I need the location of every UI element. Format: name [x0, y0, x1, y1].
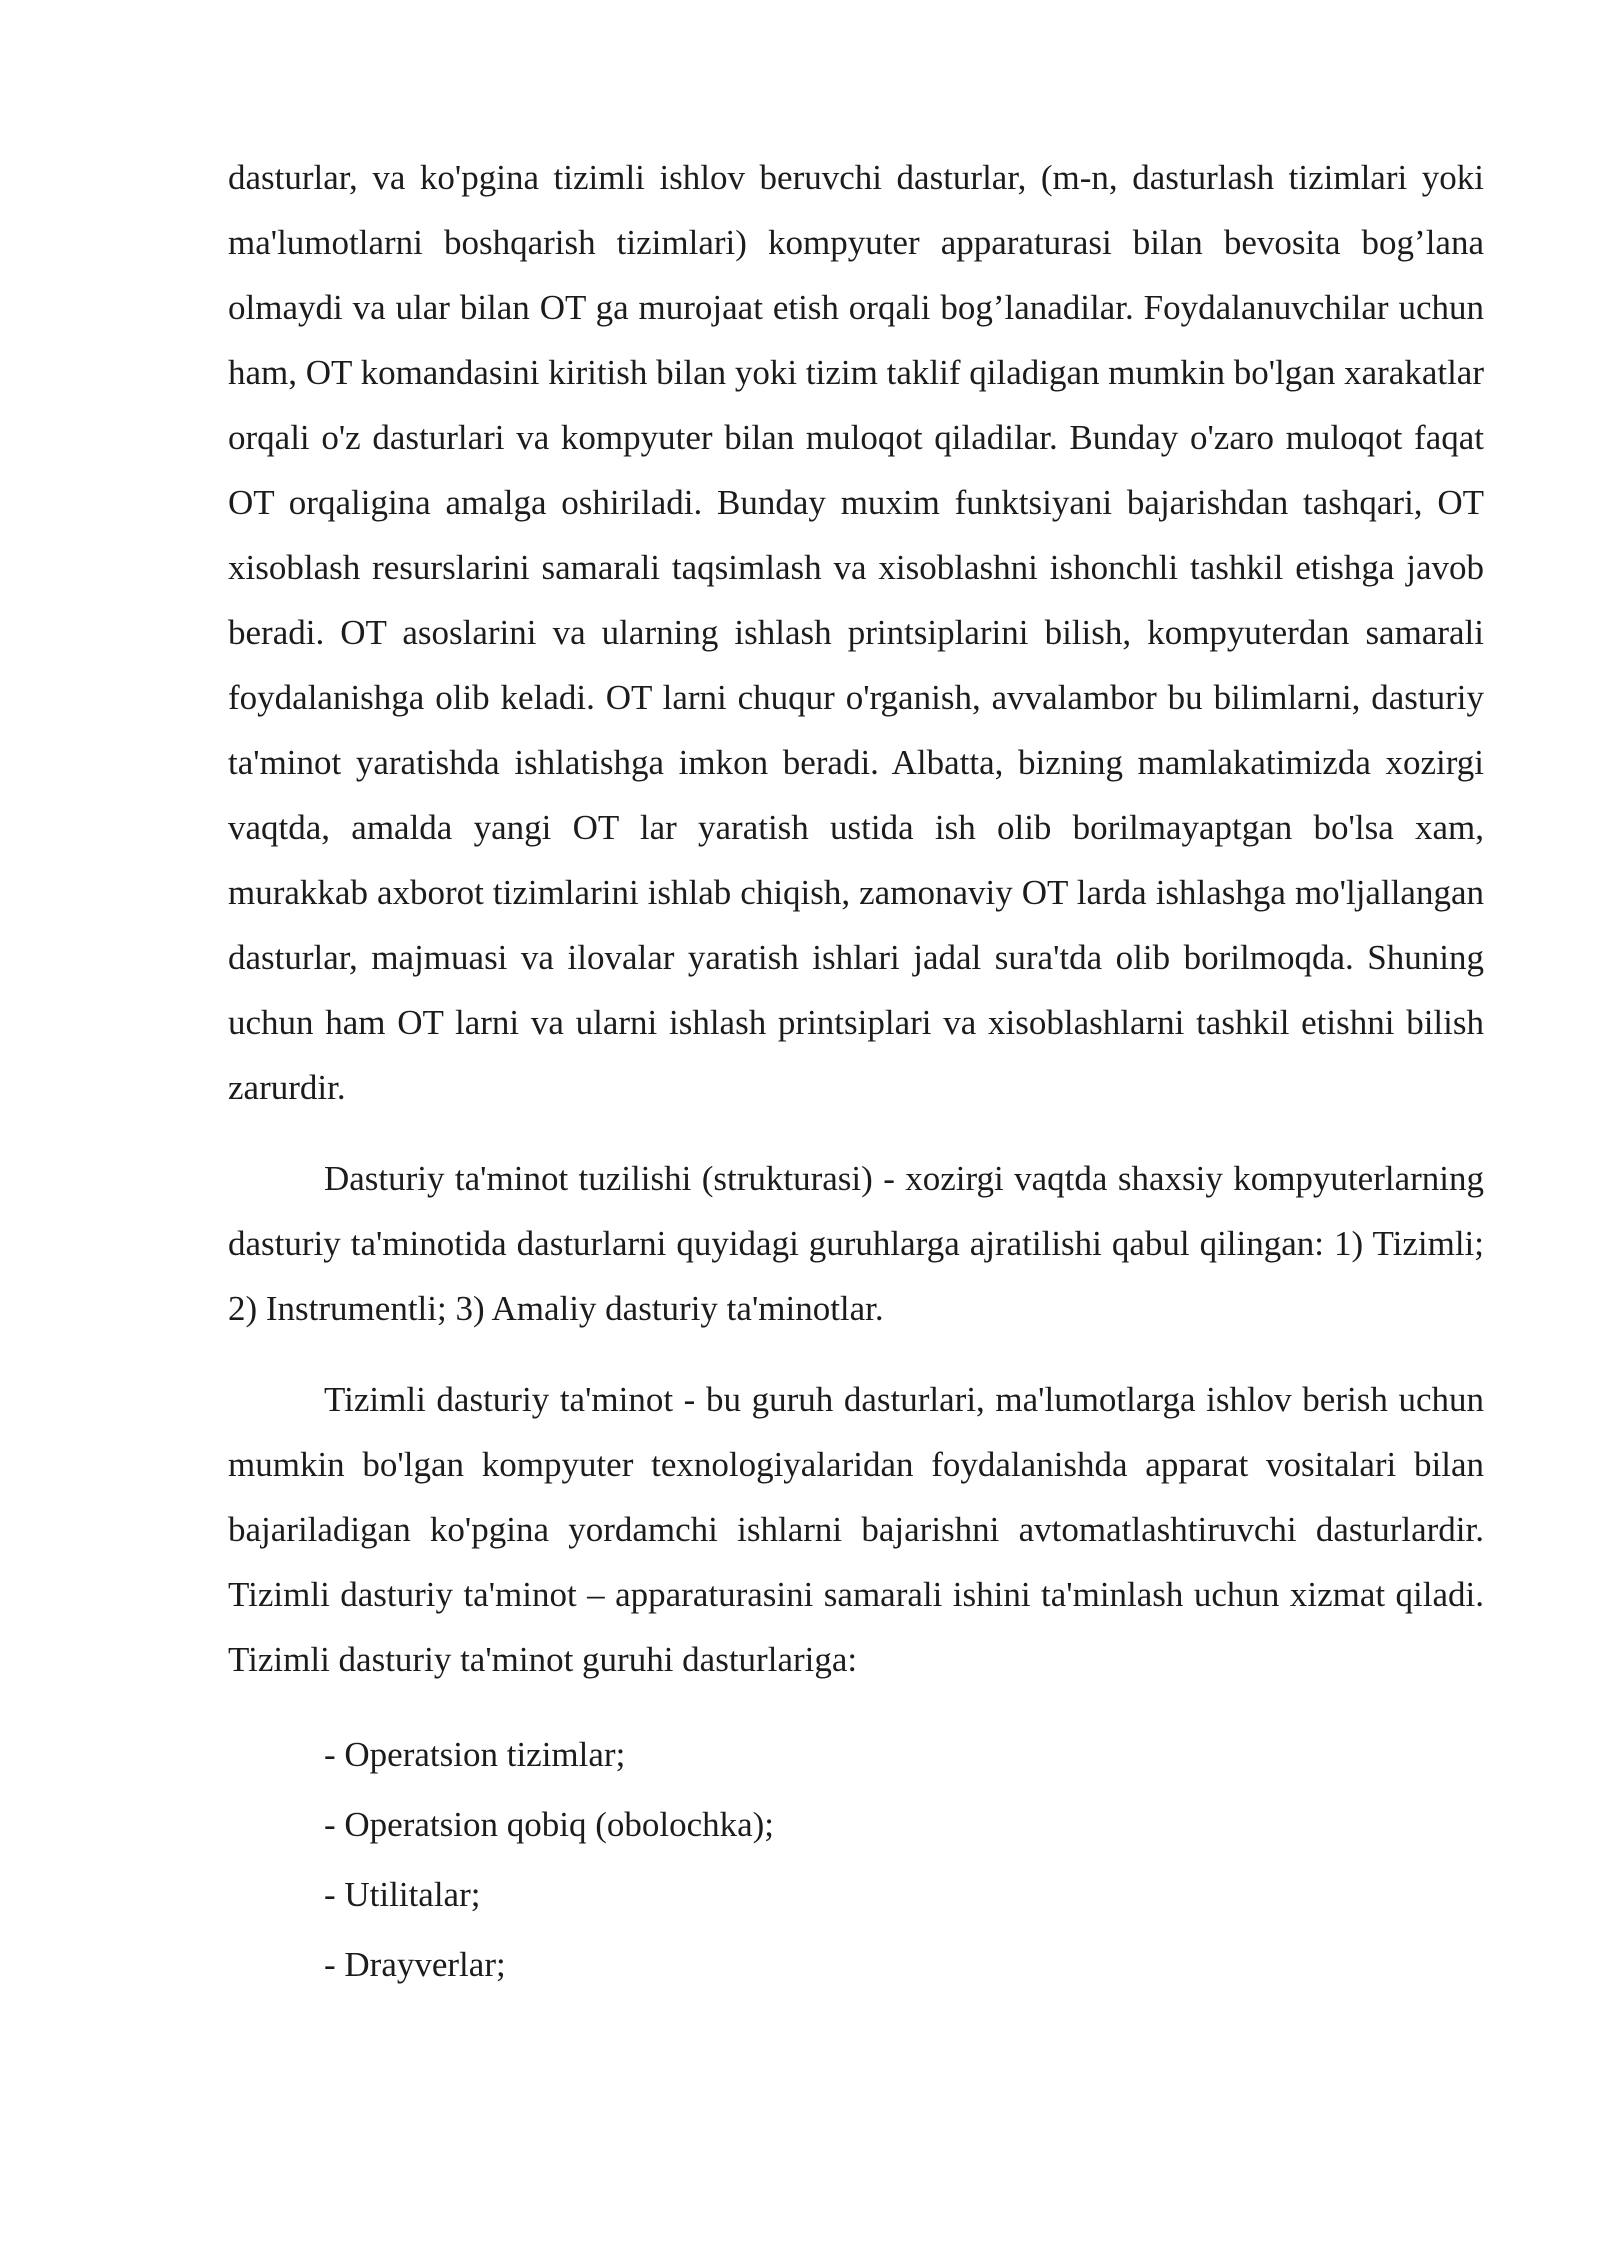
list-item-drivers: - Drayverlar; — [324, 1945, 506, 1984]
paragraph-system-software: Tizimli dasturiy ta'minot - bu guruh dasturlari, ma'lumotlarga ishlov berish uchun mumkin bo'lgan kompyuter texnologiyalaridan foydalanishda apparat vositalari bilan bajariladigan ko'pgina yordamchi ishlarni bajarishni avtomatlashtiruvchi dasturlardir. Tizimli dasturiy ta'minot – apparaturasini samarali ishini ta'minlash uchun xizmat qiladi. Tizimli dasturiy ta'minot guruhi dasturlariga: — [228, 1380, 1484, 1679]
paragraph-software-structure: Dasturiy ta'minot tuzilishi (strukturasi) - xozirgi vaqtda shaxsiy kompyuterlarning dasturiy ta'minotida dasturlarni quyidagi guruhlarga ajratilishi qabul qilingan: 1) Tizimli; 2) Instrumentli; 3) Amaliy dasturiy ta'minotlar. — [228, 1159, 1484, 1328]
system-software-list — [228, 1720, 1484, 2000]
list-item-shell: - Operatsion qobiq (obolochka); — [324, 1805, 775, 1844]
list-item-operating-systems: - Operatsion tizimlar; — [324, 1735, 626, 1774]
list-item-utilities: - Utilitalar; — [324, 1875, 481, 1914]
paragraph-os-role: dasturlar, va ko'pgina tizimli ishlov beruvchi dasturlar, (m-n, dasturlash tizimlari yoki ma'lumotlarni boshqarish tizimlari) kompyuter apparaturasi bilan bevosita bog’lana olmaydi va ular bilan OT ga murojaat etish orqali bog’lanadilar. Foydalanuvchilar uchun ham, OT komandasini kiritish bilan yoki tizim taklif qiladigan mumkin bo'lgan xarakatlar orqali o'z dasturlari va kompyuter bilan muloqot qiladilar. Bunday o'zaro muloqot faqat OT orqaligina amalga oshiriladi. Bunday muxim funktsiyani bajarishdan tashqari, OT xisoblash resurslarini samarali taqsimlash va xisoblashni ishonchli tashkil etishga javob beradi. OT asoslarini va ularning ishlash printsiplarini bilish, kompyuterdan samarali foydalanishga olib keladi. OT larni chuqur o'rganish, avvalambor bu bilimlarni, dasturiy ta'minot yaratishda ishlatishga imkon beradi. Albatta, bizning mamlakatimizda xozirgi vaqtda, amalda yangi OT lar yaratish ustida ish olib borilmayaptgan bo'lsa xam, murakkab axborot tizimlarini ishlab chiqish, zamonaviy OT larda ishlashga mo'ljallangan dasturlar, majmuasi va ilovalar yaratish ishlari jadal sura'tda olib borilmoqda. Shuning uchun ham OT larni va ularni ishlash printsiplari va xisoblashlarni tashkil etishni bilish zarurdir. — [228, 158, 1484, 1107]
document-body — [228, 145, 1484, 2000]
